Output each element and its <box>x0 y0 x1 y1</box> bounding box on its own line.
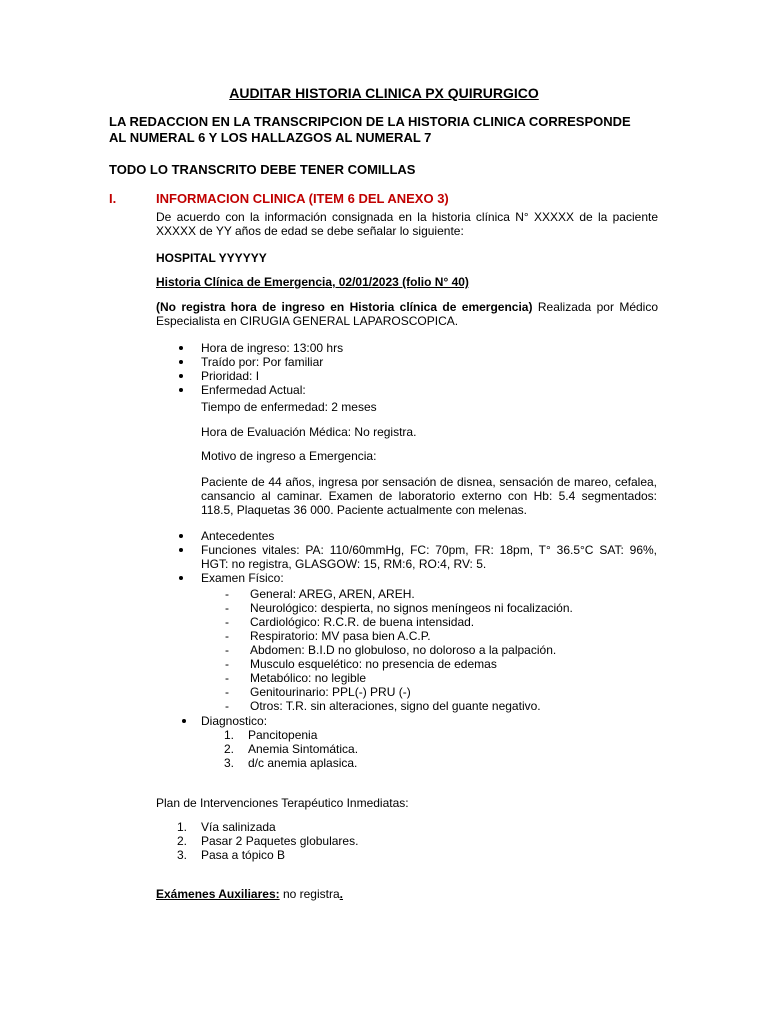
intro-line-1: LA REDACCION EN LA TRANSCRIPCION DE LA HISTORIA CLINICA CORRESPONDE <box>109 114 631 129</box>
diagnosis-list <box>224 728 624 770</box>
diagnosis-item: 1. Pancitopenia <box>224 728 318 742</box>
plan-item: 3. Pasa a tópico B <box>177 848 286 862</box>
exam-otros: - Otros: T.R. sin alteraciones, signo del guante negativo. <box>225 699 665 713</box>
list-item: Hora de ingreso: 13:00 hrs <box>176 341 656 355</box>
antecedentes-item: Antecedentes <box>176 529 657 543</box>
plan-item: 1. Vía salinizada <box>177 820 276 834</box>
exam-musculo: - Musculo esquelético: no presencia de edemas <box>225 657 665 671</box>
findings-list <box>176 529 657 585</box>
diagnostico-item: Diagnostico: <box>179 714 579 728</box>
auxiliares-label: Exámenes Auxiliares: <box>156 887 280 901</box>
illness-narrative: Paciente de 44 años, ingresa por sensación de disnea, sensación de mareo, cefalea, cansancio al caminar. Examen de laboratorio externo con Hb: 5.4 segmentados: 118.5, Plaquetas 36 000. Paciente actualmente con melenas. <box>201 475 657 517</box>
exam-cardio: - Cardiológico: R.C.R. de buena intensidad. <box>225 615 665 629</box>
diagnosis-item: 2. Anemia Sintomática. <box>224 742 359 756</box>
section-title: INFORMACION CLINICA (ITEM 6 DEL ANEXO 3) <box>156 191 449 206</box>
list-item: Traído por: Por familiar <box>176 355 656 369</box>
intro-line-2: AL NUMERAL 6 Y LOS HALLAZGOS AL NUMERAL 7 <box>109 130 432 145</box>
exam-genitourinario: - Genitourinario: PPL(-) PRU (-) <box>225 685 665 699</box>
exam-neuro: - Neurológico: despierta, no signos meníngeos ni focalización. <box>225 601 665 615</box>
auxiliares-value: no registra <box>279 887 340 901</box>
plan-label: Plan de Intervenciones Terapéutico Inmediatas: <box>156 796 409 810</box>
exam-abdomen: - Abdomen: B.I.D no globuloso, no doloroso a la palpación. <box>225 643 665 657</box>
record-note-bold: (No registra hora de ingreso en Historia clínica de emergencia) <box>156 300 533 314</box>
auxiliares-period: . <box>339 887 343 901</box>
vitals-item: Funciones vitales: PA: 110/60mmHg, FC: 70pm, FR: 18pm, T° 36.5°C SAT: 96%, HGT: no registra, GLASGOW: 15, RM:6, RO:4, RV: 5. <box>176 543 657 571</box>
admission-reason-label: Motivo de ingreso a Emergencia: <box>201 449 377 463</box>
exam-item: Examen Físico: <box>176 571 657 585</box>
record-title: Historia Clínica de Emergencia, 02/01/2023 (folio N° 40) <box>156 275 469 289</box>
auxiliares-line <box>156 887 658 901</box>
quotes-note: TODO LO TRANSCRITO DEBE TENER COMILLAS <box>109 162 416 177</box>
section-number: I. <box>109 191 117 206</box>
section-heading <box>109 192 449 206</box>
record-note <box>156 300 658 328</box>
exam-resp: - Respiratorio: MV pasa bien A.C.P. <box>225 629 665 643</box>
record-note-rest: Realizada por Médico Especialista en CIRUGIA GENERAL LAPAROSCOPICA. <box>156 300 659 328</box>
diagnostico-list <box>179 714 579 728</box>
illness-duration: Tiempo de enfermedad: 2 meses <box>201 400 377 414</box>
plan-list <box>177 820 577 862</box>
exam-general: - General: AREG, AREN, AREH. <box>225 587 665 601</box>
diagnosis-item: 3. d/c anemia aplasica. <box>224 756 358 770</box>
document-title: AUDITAR HISTORIA CLINICA PX QUIRURGICO <box>229 85 539 101</box>
plan-item: 2. Pasar 2 Paquetes globulares. <box>177 834 359 848</box>
exam-metabolico: - Metabólico: no legible <box>225 671 665 685</box>
exam-list <box>225 587 665 713</box>
list-item: Enfermedad Actual: <box>176 383 656 397</box>
details-list <box>176 341 656 397</box>
list-item: Prioridad: I <box>176 369 656 383</box>
evaluation-time: Hora de Evaluación Médica: No registra. <box>201 425 417 439</box>
intro-paragraph <box>109 114 689 146</box>
hospital-name: HOSPITAL YYYYYY <box>156 251 267 265</box>
lead-paragraph: De acuerdo con la información consignada en la historia clínica N° XXXXX de la paciente XXXXX de YY años de edad se debe señalar lo siguiente: <box>156 210 658 238</box>
